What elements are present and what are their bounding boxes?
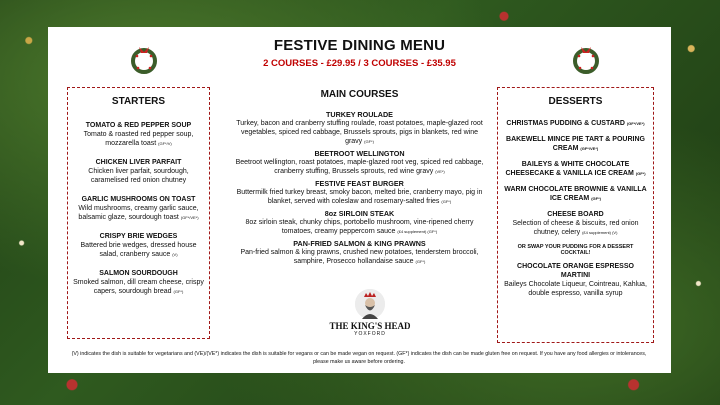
item-desc: Smoked salmon, dill cream cheese, crispy capers, sourdough bread (GF*): [73, 279, 204, 295]
menu-item: [233, 110, 486, 146]
menu-item: [233, 209, 486, 236]
menu-card: [48, 27, 671, 373]
menu-item: [502, 135, 649, 153]
item-name: TURKEY ROULADE: [326, 110, 393, 119]
item-desc: Selection of cheese & biscuits, red onion chutney, celery (£4 supplement) (V): [512, 220, 639, 236]
item-name: SALMON SOURDOUGH: [99, 270, 178, 277]
menu-item: [502, 210, 649, 237]
diet-tag: (GF*/VE*): [180, 215, 199, 220]
desserts-heading: DESSERTS: [548, 96, 603, 107]
menu-item: [502, 119, 649, 128]
item-name: CHICKEN LIVER PARFAIT: [95, 159, 182, 166]
diet-tag: (GF*/VE*): [626, 121, 645, 126]
diet-tag: (VE*): [435, 169, 445, 174]
item-desc: Baileys Chocolate Liqueur, Cointreau, Kahlua, double espresso, vanilla syrup: [504, 281, 647, 297]
diet-tag: (GF*/V): [158, 141, 172, 146]
diet-tag: (GF*): [173, 289, 184, 294]
menu-item: [502, 160, 649, 178]
item-desc: Pan-fried salmon & king prawns, crushed new potatoes, tenderstem broccoli, samphire, Prosecco hollandaise sauce (GF*): [240, 249, 479, 265]
cocktail-swap-note: OR SWAP YOUR PUDDING FOR A DESSERT COCKTAIL!: [517, 244, 634, 256]
diet-tag: (V): [172, 252, 178, 257]
item-name: PAN-FRIED SALMON & KING PRAWNS: [293, 239, 426, 248]
item-name: BAKEWELL MINCE PIE TART & POURING CREAM (GF*/VE*): [506, 136, 645, 152]
item-desc: 8oz sirloin steak, chunky chips, portobello mushroom, vine-ripened cherry tomatoes, creamy peppercorn sauce (£4 supplement) (GF*): [245, 219, 474, 235]
item-name: CHRISTMAS PUDDING & CUSTARD (GF*/VE*): [506, 120, 645, 127]
menu-title: FESTIVE DINING MENU: [273, 37, 446, 54]
menu-item: [72, 121, 205, 148]
pub-name: THE KING'S HEAD: [329, 321, 411, 331]
diet-tag: (GF*): [364, 139, 374, 144]
king-head-icon: [355, 289, 385, 319]
item-name: FESTIVE FEAST BURGER: [315, 179, 404, 188]
item-desc: Turkey, bacon and cranberry stuffing roulade, roast potatoes, maple-glazed root vegetables, spiced red cabbage, Brussels sprouts, pigs in blankets, red wine gravy (GF*): [236, 120, 483, 145]
starters-heading: STARTERS: [111, 96, 166, 107]
menu-item: [72, 232, 205, 259]
item-name: GARLIC MUSHROOMS ON TOAST: [81, 196, 196, 203]
desserts-section: [497, 87, 654, 343]
item-name: WARM CHOCOLATE BROWNIE & VANILLA ICE CREAM (GF*): [504, 186, 647, 202]
diet-tag: (GF*): [441, 199, 452, 204]
item-name: 8oz SIRLOIN STEAK: [324, 209, 395, 218]
menu-item: [233, 149, 486, 176]
item-name: BAILEYS & WHITE CHOCOLATE CHEESECAKE & VANILLA ICE CREAM (GF*): [505, 161, 646, 177]
diet-tag: (GF*): [635, 171, 646, 176]
menu-item: [72, 195, 205, 222]
diet-tag: (GF*): [591, 196, 601, 201]
item-name: CRISPY BRIE WEDGES: [99, 233, 178, 240]
pub-logo: [324, 289, 416, 337]
pub-location: YOXFORD: [354, 331, 386, 337]
diet-tag: (GF*): [415, 259, 426, 264]
item-desc: Battered brie wedges, dressed house salad, cranberry sauce (V): [80, 242, 197, 258]
item-desc: Tomato & roasted red pepper soup, mozzarella toast (GF*/V): [83, 131, 194, 147]
item-name: CHOCOLATE ORANGE ESPRESSO MARTINI: [517, 263, 634, 279]
menu-item: [502, 185, 649, 203]
diet-tag: (£4 supplement) (GF*): [397, 229, 438, 234]
mains-section: [233, 87, 486, 269]
mains-heading: MAIN COURSES: [320, 89, 399, 100]
item-desc: Wild mushrooms, creamy garlic sauce, balsamic glaze, sourdough toast (GF*/VE*): [78, 205, 199, 221]
menu-item: [72, 269, 205, 296]
item-desc: Buttermilk fried turkey breast, smoky bacon, melted brie, cranberry mayo, pig in blanket, served with coleslaw and rosemary-salted fries (GF*): [236, 189, 483, 205]
item-name: BEETROOT WELLINGTON: [314, 149, 405, 158]
item-name: TOMATO & RED PEPPER SOUP: [85, 122, 192, 129]
diet-tag: (GF*/VE*): [580, 146, 599, 151]
menu-item: [502, 262, 649, 298]
menu-item: [233, 179, 486, 206]
dietary-footnote: (V) indicates the dish is suitable for vegetarians and (VE)/(VE*) indicates the dish is suitable for vegans or can be made vegan on request. (GF*) indicates the dish can be made gluten free on request. If you have any food allergies or intolerances, please make us aware before ordering.: [71, 351, 647, 365]
menu-item: [233, 239, 486, 266]
diet-tag: (£4 supplement) (V): [582, 230, 618, 235]
starters-section: [67, 87, 210, 339]
item-desc: Beetroot wellington, roast potatoes, maple-glazed root veg, spiced red cabbage, cranberry stuffing, Brussels sprouts, red wine gravy (VE*): [235, 159, 484, 175]
item-desc: Chicken liver parfait, sourdough, caramelised red onion chutney: [88, 168, 189, 184]
menu-prices: 2 COURSES - £29.95 / 3 COURSES - £35.95: [263, 58, 456, 69]
menu-item: [72, 158, 205, 185]
item-name: CHEESE BOARD: [547, 211, 604, 218]
